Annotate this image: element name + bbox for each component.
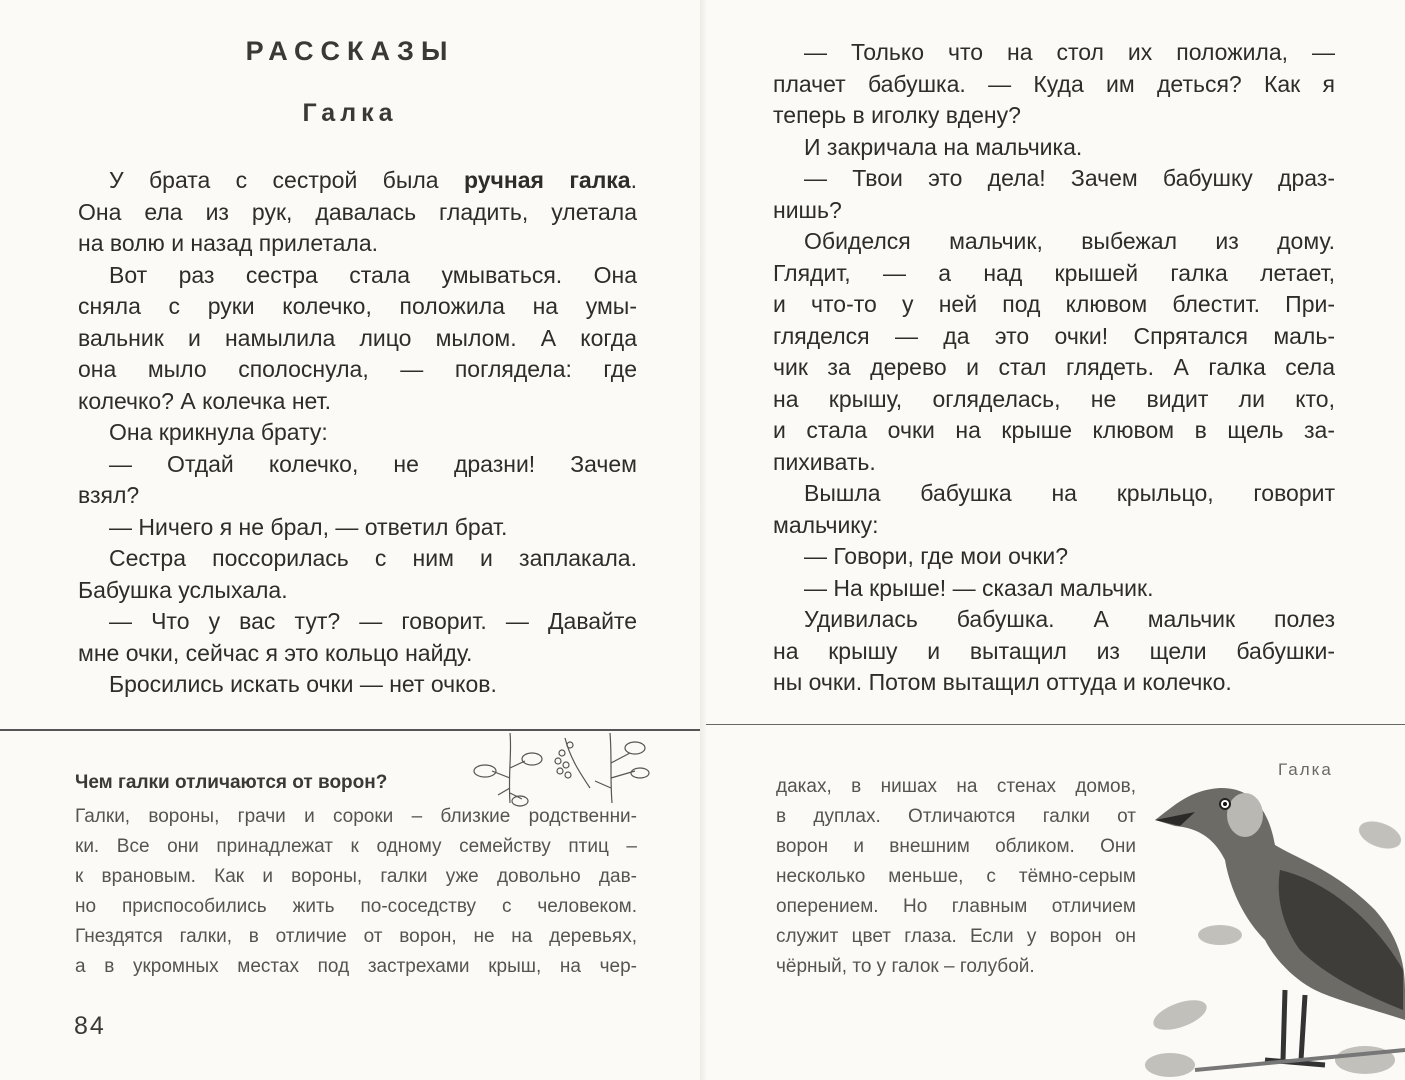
text-line: взял?: [78, 482, 140, 508]
text-line: Она ела из рук, давалась гладить, улетала: [78, 198, 637, 225]
info-text-right: [776, 772, 1136, 982]
text-line: Вышла бабушка на крыльцо, говорит: [804, 480, 1335, 506]
text-line: плачет бабушка. — Куда им деться? Как я: [773, 70, 1335, 97]
text-line: Удивилась бабушка. А мальчик полез: [804, 606, 1335, 632]
page-number: 84: [74, 1012, 106, 1040]
text-line: Сестра поссорилась с ним и заплакала.: [109, 545, 637, 571]
text-segment: .: [630, 167, 637, 193]
text-line: — Ничего я не брал, — ответил брат.: [109, 513, 508, 540]
info-line: даках, в нишах на стенах домов,: [776, 776, 1136, 797]
info-line: ворон и внешним обликом. Они: [776, 836, 1136, 857]
text-line: [78, 165, 637, 197]
text-line: ны очки. Потом вытащил оттуда и колечко.: [773, 669, 1232, 695]
text-line: на крышу и вытащил из щели бабушки-: [773, 637, 1335, 664]
info-box-title: Чем галки отличаются от ворон?: [75, 772, 388, 793]
text-line: нишь?: [773, 196, 842, 223]
text-line: мне очки, сейчас я это кольцо найду.: [78, 639, 473, 666]
info-line: чёрный, то у галок – голубой.: [776, 956, 1035, 977]
bold-term: ручная галка: [463, 167, 631, 193]
text-line: сняла с руки колечко, положила на умы-: [78, 293, 637, 319]
info-line: в дуплах. Отличаются галки от: [776, 806, 1136, 827]
info-line: ки. Все они принадлежат к одному семейству птиц –: [75, 836, 637, 857]
text-line: Обиделся мальчик, выбежал из дому.: [804, 228, 1335, 254]
page-gutter: [700, 0, 706, 1080]
text-line: — Что у вас тут? — говорит. — Давайте: [109, 608, 637, 634]
text-line: — Говори, где мои очки?: [804, 543, 1069, 569]
text-line: гляделся — да это очки! Спрятался маль-: [773, 322, 1335, 349]
divider-right: [706, 724, 1405, 725]
text-line: вальник и намылила лицо мылом. А когда: [78, 324, 637, 351]
text-line: — Только что на стол их положила, —: [804, 39, 1335, 65]
info-text-left: [75, 802, 637, 982]
info-line: но приспособились жить по-соседству с человеком.: [75, 896, 637, 917]
story-title: Галка: [302, 99, 398, 127]
text-line: Она крикнула брату:: [109, 419, 328, 445]
text-line: чик за дерево и стал глядеть. А галка села: [773, 354, 1335, 380]
text-line: и что-то у ней под клювом блестит. При-: [773, 291, 1335, 317]
text-line: она мыло сполоснула, — поглядела: где: [78, 356, 637, 382]
text-line: на крышу, огляделась, не видит ли кто,: [773, 385, 1335, 412]
story-column-right: [773, 37, 1335, 699]
text-line: И закричала на мальчика.: [804, 133, 1083, 160]
info-line: служит цвет глаза. Если у ворон он: [776, 926, 1136, 947]
info-line: несколько меньше, с тёмно-серым: [776, 866, 1136, 887]
text-line: — Отдай колечко, не дразни! Зачем: [109, 450, 637, 477]
text-line: и стала очки на крыше клювом в щель за-: [773, 417, 1335, 443]
divider-left: [0, 729, 700, 731]
text-line: на волю и назад прилетала.: [78, 230, 379, 256]
story-column-left: [78, 165, 637, 701]
text-line: теперь в иголку вдену?: [773, 102, 1021, 128]
text-line: мальчику:: [773, 511, 879, 538]
text-line: Вот раз сестра стала умываться. Она: [109, 261, 637, 288]
info-line: а в укромных местах под застрехами крыш, на чер-: [75, 956, 637, 977]
jackdaw-illustration: [1135, 760, 1405, 1080]
text-line: пихивать.: [773, 448, 876, 475]
text-line: Бабушка услыхала.: [78, 576, 288, 603]
text-segment: У брата с сестрой была: [109, 167, 464, 193]
branch-decoration-icon: [470, 733, 650, 808]
info-line: к врановым. Как и вороны, галки уже довольно дав-: [75, 866, 637, 887]
info-line: Гнездятся галки, в отличие от ворон, не на деревьях,: [75, 926, 637, 947]
info-line: оперением. Но главным отличием: [776, 896, 1136, 917]
text-line: — На крыше! — сказал мальчик.: [804, 574, 1154, 601]
illustration-caption: Галка: [1278, 760, 1333, 779]
text-line: Бросились искать очки — нет очков.: [109, 671, 497, 697]
info-line: Галки, вороны, грачи и сороки – близкие родственни-: [75, 806, 637, 827]
section-heading: РАССКАЗЫ: [245, 36, 455, 66]
text-line: Глядит, — а над крышей галка летает,: [773, 259, 1335, 286]
text-line: — Твои это дела! Зачем бабушку драз-: [804, 165, 1335, 191]
text-line: колечко? А колечка нет.: [78, 387, 331, 414]
